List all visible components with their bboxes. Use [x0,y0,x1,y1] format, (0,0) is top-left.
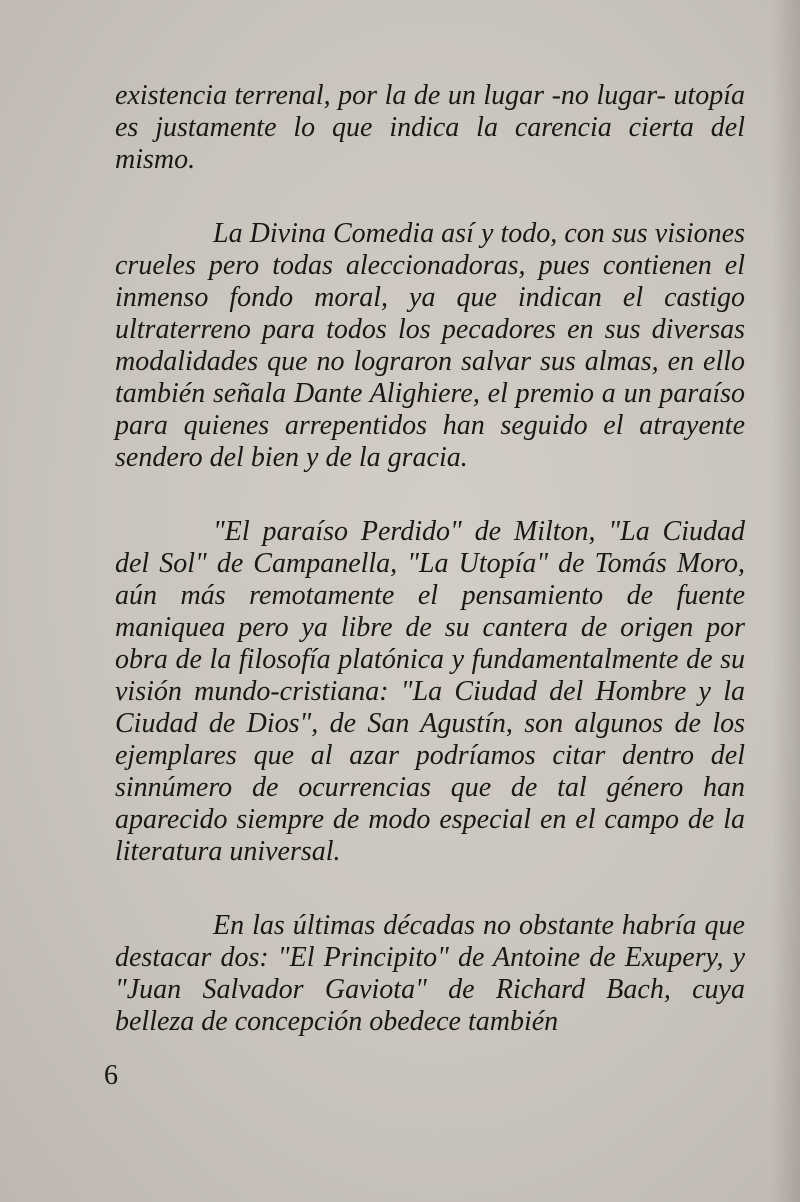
page-number: 6 [104,1060,118,1091]
paragraph-ultimas-decadas: En las últimas décadas no obstante habría que destacar dos: "El Principito" de Antoine de Exupery, y "Juan Salvador Gaviota" de Richard Bach, cuya belleza de concepción obedece también [115,910,745,1037]
body-text [115,80,745,1080]
paragraph-continued: existencia terrenal, por la de un lugar -no lugar- utopía es justamente lo que indica la carencia cierta del mismo. [115,80,745,175]
paragraph-divina-comedia: La Divina Comedia así y todo, con sus visiones crueles pero todas aleccionadoras, pues contienen el inmenso fondo moral, ya que indican el castigo ultraterreno para todos los pecadores en sus diversas modalidades que no lograron salvar sus almas, en ello también señala Dante Alighiere, el premio a un paraíso para quienes arrepentidos han seguido el atrayente sendero del bien y de la gracia. [115,218,745,473]
page-edge-shadow [772,0,800,1202]
paragraph-utopias: "El paraíso Perdido" de Milton, "La Ciudad del Sol" de Campanella, "La Utopía" de Tomás Moro, aún más remotamente el pensamiento de fuente maniquea pero ya libre de su cantera de origen por obra de la filosofía platónica y fundamentalmente de su visión mundo-cristiana: "La Ciudad del Hombre y la Ciudad de Dios", de San Agustín, son algunos de los ejemplares que al azar podríamos citar dentro del sinnúmero de ocurrencias que de tal género han aparecido siempre de modo especial en el campo de la literatura universal. [115,516,745,867]
